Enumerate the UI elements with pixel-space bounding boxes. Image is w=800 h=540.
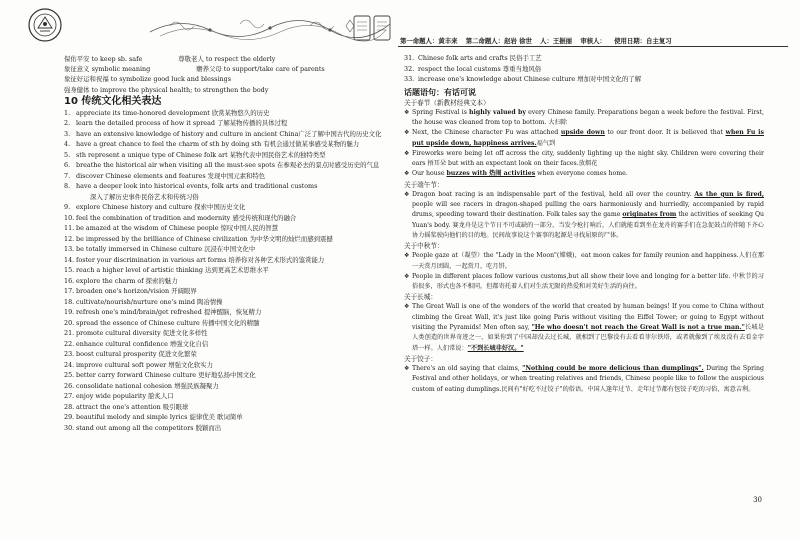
list-item xyxy=(64,244,404,255)
item-number: 29. xyxy=(64,413,75,422)
item-text: spread the essence of Chinese culture 传播中国文化的精髓 xyxy=(76,318,260,327)
bullet-diamond-icon: ❖ xyxy=(404,190,410,198)
item-number: 27. xyxy=(64,392,75,401)
item-number: 28. xyxy=(64,402,75,411)
list-item xyxy=(64,265,404,276)
item-number: 12. xyxy=(64,234,75,243)
bullet-diamond-icon: ❖ xyxy=(404,252,410,260)
item-number: 9. xyxy=(64,203,71,212)
item-text: 深入了解历史事件民俗艺术和传统习俗 xyxy=(90,192,199,201)
list-item xyxy=(64,339,404,350)
section-title: 10 传统文化相关表达 xyxy=(64,95,162,107)
item-number: 14. xyxy=(64,255,75,264)
item-number: 6. xyxy=(64,161,71,170)
bullet-diamond-icon: ❖ xyxy=(404,170,410,178)
item-text: respect the local customs 尊重当地风俗 xyxy=(418,64,542,73)
item-number: 13. xyxy=(64,245,75,254)
item-number: 7. xyxy=(64,171,71,180)
item-text: reach a higher level of artistic thinking 达到更高艺术思维水平 xyxy=(76,266,269,275)
item-text: have a great chance to feel the charm of sth by doing sth 有机会通过做某事感受某物的魅力 xyxy=(76,140,360,149)
item-text: learn the detailed process of how it spread 了解某物传播的具体过程 xyxy=(76,119,288,128)
item-text: sth represent a unique type of Chinese folk art 某物代表中国民俗艺术的独特类型 xyxy=(76,150,326,159)
item-text: enjoy wide popularity 脍炙人口 xyxy=(76,392,174,401)
item-text: foster your discrimination in various art forms 培养你对各种艺术形式的鉴赏能力 xyxy=(76,255,325,264)
item-text: feel the combination of tradition and modernity 感受传统和现代的融合 xyxy=(76,213,297,222)
list-item xyxy=(64,412,404,423)
item-number: 24. xyxy=(64,360,75,369)
list-item xyxy=(64,276,404,287)
item-number: 4. xyxy=(64,140,71,149)
item-text: be impressed by the brilliance of Chinese civilization 为中华文明的灿烂而感到震撼 xyxy=(76,234,333,243)
page-number: 30 xyxy=(753,496,762,504)
vocab-row: 象征好运和祝福 to symbolize good luck and blessings xyxy=(64,75,231,84)
item-number: 30. xyxy=(64,423,75,432)
vocab-row: 强身健体 to improve the physical health; to strengthen the body xyxy=(64,85,269,94)
list-item xyxy=(64,307,404,318)
list-item xyxy=(64,234,404,245)
school-emblem-icon xyxy=(28,8,62,42)
first-author: 第一命题人：黄丰来 xyxy=(400,37,458,45)
item-number: 8. xyxy=(64,182,71,191)
item-number: 19. xyxy=(64,308,75,317)
list-item xyxy=(64,160,404,171)
list-item xyxy=(404,64,764,75)
item-text: increase one's knowledge about Chinese culture 增加对中国文化的了解 xyxy=(418,75,642,83)
bullet-diamond-icon: ❖ xyxy=(404,149,410,157)
list-item xyxy=(64,223,404,234)
list-item xyxy=(64,213,404,224)
list-item xyxy=(64,381,404,392)
list-item xyxy=(64,423,404,434)
item-number: 18. xyxy=(64,297,75,306)
list-item xyxy=(64,108,404,119)
second-author: 第二命题人：赵岩 徐世 xyxy=(465,37,532,45)
wall-heading: 关于长城： xyxy=(404,293,437,302)
right-column xyxy=(404,53,764,395)
list-item xyxy=(64,129,404,140)
spring-heading: 关于春节（新教材经典文本） xyxy=(404,98,490,107)
item-text: have an extensive knowledge of history and culture in ancient China广泛了解中国古代的历史文化 xyxy=(76,129,382,138)
item-number: 16. xyxy=(64,276,75,285)
item-number: 23. xyxy=(64,350,75,359)
item-text: discover Chinese elements and features 发现中国元素和特色 xyxy=(76,171,266,180)
item-number: 3. xyxy=(64,129,71,138)
list-item xyxy=(64,171,404,182)
item-text: have a deeper look into historical events, folk arts and traditional customs xyxy=(76,182,318,191)
dragon-paragraph: ❖ Dragon boat racing is an indispensable part of the festival, held all over the country. As the gun is fired, people will see racers in dragon-shaped pulling the oars harmoniously and hurriedly, accompanied by rapid drums, speeding toward their destination. Folk tales say the game originates from the activities of seeking Qu Yuan's body. 赛龙舟是这个节日不可或缺的一部分，当发令枪打响后，人们就能看到坐在龙舟的赛手们在急促鼓点的伴随下齐心协力摇桨驶向他们的目的地。民间故事说这个赛事的起源是寻找屈原的尸体。 xyxy=(404,190,765,239)
spring-paragraph: ❖ Fireworks were being let off across the city, suddenly lighting up the night sky. Children were covering their ears 捂耳朵 but with an expectant look on their faces.放烟花 xyxy=(404,149,764,168)
expression-list xyxy=(64,108,404,434)
item-number: 21. xyxy=(64,329,75,338)
bullet-diamond-icon: ❖ xyxy=(404,272,410,280)
dumplings-heading: 关于饺子： xyxy=(404,354,437,363)
reviewer: 人：王振丽 xyxy=(540,37,573,45)
item-number: 15. xyxy=(64,266,75,275)
list-item xyxy=(64,118,404,129)
bullet-diamond-icon: ❖ xyxy=(404,108,410,116)
vocab-row: 保佑平安 to keep sb. safe 尊敬老人 to respect the elderly xyxy=(64,55,276,63)
item-text: cultivate/nourish/nurture one's mind 陶冶情操 xyxy=(76,297,223,306)
list-item xyxy=(64,370,404,381)
list-item xyxy=(64,402,404,413)
list-item xyxy=(64,202,404,213)
spring-paragraph: ❖ Next, the Chinese character Fu was attached upside down to our front door. It is believed that when Fu is put upside down, happiness arrives.福气到 xyxy=(404,129,765,147)
bullet-diamond-icon: ❖ xyxy=(404,303,410,311)
list-item xyxy=(64,349,404,360)
vocab-row: 象征意义 symbolic meaning 赡养父母 to support/take care of parents xyxy=(64,65,325,74)
item-text: breathe the historical air when visiting all the must-see spots 在参观必去的景点时感受历史的气息 xyxy=(76,161,380,170)
item-text: be amazed at the wisdom of Chinese people 惊叹中国人民的智慧 xyxy=(76,224,279,233)
item-number: 22. xyxy=(64,339,75,348)
dragon-heading: 关于端午节： xyxy=(404,180,444,189)
item-text: broaden one's horizon/vision 开阔眼界 xyxy=(76,287,197,296)
list-item xyxy=(64,328,404,339)
list-item xyxy=(64,192,404,203)
item-text: attract the one's attention 吸引眼球 xyxy=(76,402,189,411)
item-number: 25. xyxy=(64,371,75,380)
list-item xyxy=(64,391,404,402)
item-text: explore the charm of 探索的魅力 xyxy=(76,276,178,285)
item-number: 10. xyxy=(64,213,75,222)
item-number: 1. xyxy=(64,108,71,117)
item-text: better carry forward Chinese culture 更好地弘扬中国文化 xyxy=(76,371,256,380)
list-item xyxy=(404,74,764,85)
item-number: 20. xyxy=(64,318,75,327)
list-item xyxy=(64,150,404,161)
item-text: consolidate national cohesion 增强民族凝聚力 xyxy=(76,381,219,390)
item-text: refresh one's mind/brain/get refreshed 提神醒脑，恢复精力 xyxy=(76,308,262,317)
item-text: stand out among all the competitors 脱颖而出 xyxy=(76,423,222,432)
list-item xyxy=(64,318,404,329)
moon-paragraph: ❖ People gaze at（凝望）the "Lady in the Moon"(嫦娥)，eat moon cakes for family reunion and happiness.人们在那一天赏月团圆，一起赏月，吃月饼。 xyxy=(404,252,764,270)
item-number: 2. xyxy=(64,119,71,128)
bullet-diamond-icon: ❖ xyxy=(404,129,410,137)
item-text: explore Chinese history and culture 探索中国历史文化 xyxy=(76,203,246,212)
moon-heading: 关于中秋节： xyxy=(404,242,444,251)
item-text: enhance cultural confidence 增强文化自信 xyxy=(76,339,209,348)
header-divider xyxy=(398,46,788,47)
list-item xyxy=(64,286,404,297)
left-column xyxy=(64,54,404,433)
topic-title: 话题语句：有话可说 xyxy=(404,86,476,97)
list-item xyxy=(64,360,404,371)
moon-paragraph: ❖ People in different places follow various customs,but all show their love and longing for a better life. 中秋节的习俗很多，形式也各不相同，但都寄托着人们对生活无限的热爱和对美好生活的向往。 xyxy=(404,272,764,291)
item-text: promote cultural diversity 促进文化多样性 xyxy=(76,329,208,338)
list-item xyxy=(64,297,404,308)
header-credits xyxy=(400,36,678,45)
expression-list-continued xyxy=(404,53,764,85)
spring-paragraph: ❖ Our house buzzes with 热闹 activities when everyone comes home. xyxy=(404,169,764,179)
header-ornament-pair-icon xyxy=(348,10,396,46)
item-text: appreciate its time-honored development 欣赏某物悠久的历史 xyxy=(76,108,270,117)
item-text: improve cultural soft power 增强文化软实力 xyxy=(76,360,213,369)
item-number: 33. xyxy=(404,75,415,83)
list-item xyxy=(404,53,764,64)
item-number: 11. xyxy=(64,224,75,233)
item-number: 26. xyxy=(64,381,75,390)
item-number: 31. xyxy=(404,54,415,62)
item-text: Chinese folk arts and crafts 民俗手工艺 xyxy=(418,54,542,62)
list-item xyxy=(64,255,404,266)
usage-date: 使用日期：自主复习 xyxy=(614,37,672,45)
dumplings-paragraph: ❖ There's an old saying that claims, "Nothing could be more delicious than dumplings". During the Spring Festival and other holidays, or when treating relatives and friends, Chinese people like to follow the auspicious custom of eating dumplings.民间有"好吃不过饺子"的俗语。中国人逢年过节、走年过节都有包饺子吃的习俗，寓意吉利。 xyxy=(404,364,764,393)
wall-paragraph: ❖ The Great Wall is one of the wonders of the world that created by human beings! If you come to China without climbing the Great Wall, it's just like going Paris without visiting the Eiffel Tower; or going to Egypt without visiting the Pyramids! Men often say, "He who doesn't not reach the Great Wall is not a true man."长城是人类创造的世界奇迹之一，如果你到了中国却没去过长城，就相到了巴黎没有去看看菲尔铁塔，或者就像到了埃及没有去看金字塔一样。人们常说："不到长城非好汉。" xyxy=(404,303,765,352)
list-item xyxy=(64,181,404,192)
bullet-diamond-icon: ❖ xyxy=(404,364,410,372)
list-item xyxy=(64,139,404,150)
item-text: beautiful melody and simple lyrics 旋律优美 歌词简单 xyxy=(76,413,243,422)
item-number: 32. xyxy=(404,64,415,73)
approver: 审核人： xyxy=(580,37,606,45)
spring-paragraph: ❖ Spring Festival is highly valued by every Chinese family. Preparations began a week before the festival. First, the house was cleaned from top to bottom. 大扫除 xyxy=(404,108,764,126)
item-text: be totally immersed in Chinese culture 沉浸在中国文化中 xyxy=(76,245,256,254)
item-number: 17. xyxy=(64,287,75,296)
item-number: 5. xyxy=(64,150,71,159)
item-text: boost cultural prosperity 促进文化繁荣 xyxy=(76,350,197,359)
